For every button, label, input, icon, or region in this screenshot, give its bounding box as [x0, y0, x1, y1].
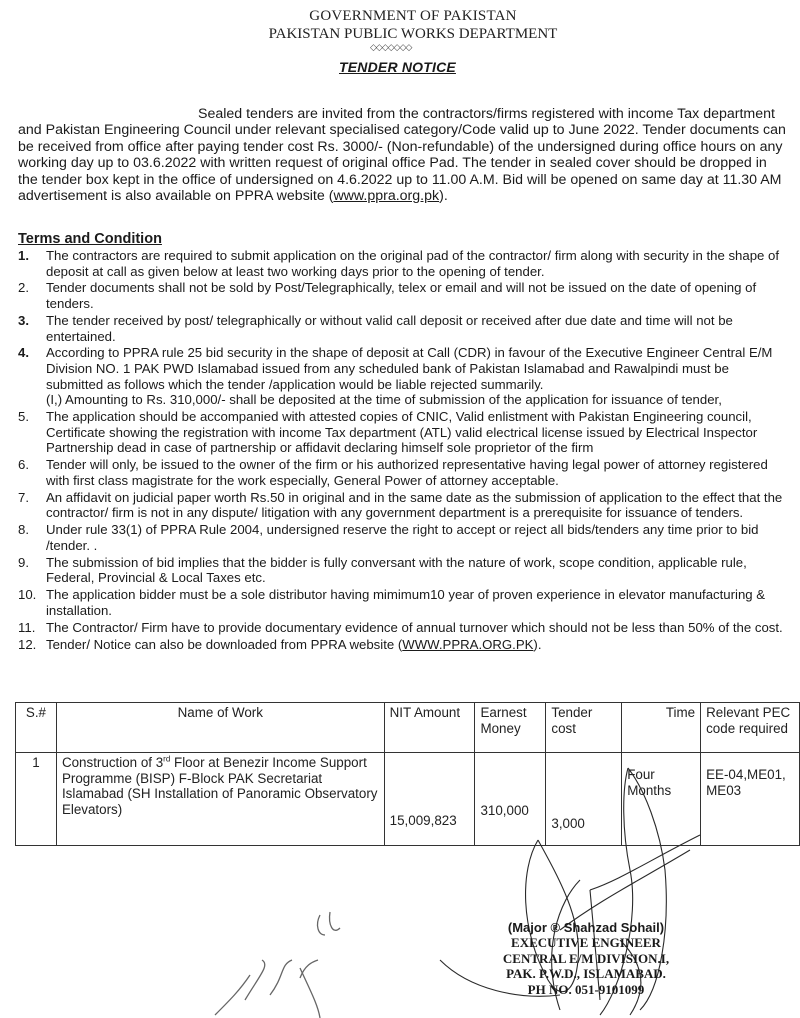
term-text: According to PPRA rule 25 bid security in the shape of deposit at Call (CDR) in favour of the Executive Engineer Central E/M Division NO. 1 PAK PWD Islamabad issued from any scheduled bank of Pakistan Islamabad and Rawalpindi must be submitted as follows which the tender /application would be liable rejected summarily. — [46, 345, 773, 392]
term-item — [18, 345, 788, 407]
term-text: The contractors are required to submit application on the original pad of the contractor/ firm along with security in the shape of deposit at call as given below at least two working days prior to the opening of tender. — [46, 248, 780, 279]
signatory-designation: EXECUTIVE ENGINEER — [511, 935, 661, 951]
term-subitem: (I,) Amounting to Rs. 310,000/- shall be deposited at the time of submission of the application for issuance of tender, — [46, 392, 722, 408]
term-number: 5. — [18, 409, 29, 425]
col-header-nit: NIT Amount — [384, 703, 475, 753]
term-item — [18, 490, 788, 521]
term-text: The application bidder must be a sole distributor having mimimum10 year of proven experience in elevator manufacturing & installation. — [46, 587, 766, 618]
cell-nit-amount — [384, 753, 475, 846]
intro-paragraph — [18, 106, 788, 204]
col-header-sno: S.# — [16, 703, 57, 753]
signature-block — [486, 920, 686, 997]
ordinal-suffix: rd — [163, 754, 171, 764]
term-number: 6. — [18, 457, 29, 473]
term-item — [18, 587, 788, 618]
cost-value: 3,000 — [551, 816, 585, 831]
term-item — [18, 555, 788, 586]
signatory-office: PAK. P.W.D., ISLAMABAD. — [506, 966, 666, 982]
term-item — [18, 313, 788, 344]
term-text: The tender received by post/ telegraphically or without valid call deposit or received after due date and time will not be entertained. — [46, 312, 733, 344]
cell-time — [622, 753, 701, 846]
term-text: The submission of bid implies that the bidder is fully conversant with the nature of work, scope condition, applicable rule, Federal, Provincial & Local Taxes etc. — [46, 554, 747, 586]
ppra-link[interactable]: www.ppra.org.pk — [333, 188, 440, 205]
term-text: An affidavit on judicial paper worth Rs.50 in original and in the same date as the submission of application to the effect that the contractor/ firm is not in any dispute/ litigation with any government department is a prerequisite for issuance of tenders. — [46, 489, 783, 521]
term-text: The application should be accompanied with attested copies of CNIC, Valid enlistment with Pakistan Engineering council, Certificate showing the registration with income Tax department (ATL) valid electrical license issued by Electrical Inspector Partnership dead in case of partnership or affidavit declaring himself sole proprietor of the firm — [46, 409, 758, 456]
page-title: TENDER NOTICE — [339, 59, 456, 75]
term-text: Tender documents shall not be sold by Post/Telegraphically, telex or email and will not be issued on the date of opening of tenders. — [46, 280, 757, 312]
header-department: PAKISTAN PUBLIC WORKS DEPARTMENT — [268, 26, 558, 42]
term-number: 12. — [18, 636, 37, 652]
header-government: GOVERNMENT OF PAKISTAN — [309, 8, 517, 24]
term-text: Under rule 33(1) of PPRA Rule 2004, undersigned reserve the right to accept or reject all bids/tenders any time prior to bid /tender. . — [46, 522, 759, 553]
col-header-name: Name of Work — [56, 703, 384, 753]
term-text: Tender will only, be issued to the owner of the firm or his authorized representative having legal power of attorney registered with first class magistrate for the work especially, General Power of attorney acceptable. — [46, 457, 768, 488]
term-number: 11. — [18, 619, 36, 635]
term-number: 7. — [18, 489, 29, 505]
intro-text: Sealed tenders are invited from the contractors/firms registered with income Tax department and Pakistan Engineering Council under relevant specialised category/Code valid up to June 2022. Tender documents can be received from office after paying tender cost Rs. 3000/- (Non-refundable) of the undersigned during office hours on any working day up to 03.6.2022 with written request of original office Pad. The tender in sealed cover should be dropped in the tender box kept in the office of undersigned on 4.6.2022 up to 11.00 A.M. Bid will be opened on same day at 11.30 AM advertisement is also available on PPRA website ( — [18, 106, 786, 205]
term-number: 4. — [18, 345, 29, 361]
cell-pec-code — [701, 753, 800, 846]
term-number: 10. — [18, 587, 37, 603]
pec-value: EE-04,ME01, ME03 — [706, 767, 786, 798]
cell-tender-cost — [546, 753, 622, 846]
work-table — [15, 702, 800, 846]
cell-sno: 1 — [16, 753, 57, 846]
cell-name-of-work — [56, 753, 384, 846]
table-header-row — [16, 703, 800, 753]
header-ornament: ◇◇◇◇◇◇◇ — [370, 43, 412, 53]
term-number: 8. — [18, 522, 29, 538]
term-number: 9. — [18, 554, 29, 570]
signatory-name: (Major ® Shahzad Sohail) — [507, 920, 665, 935]
table-row — [16, 753, 800, 846]
signatory-division: CENTRAL E/M DIVISION.I, — [502, 950, 670, 966]
earnest-value: 310,000 — [480, 803, 529, 818]
term-item — [18, 637, 788, 653]
col-header-earnest: Earnest Money — [475, 703, 546, 753]
work-name-text-cont: Floor at Benezir Income Support Programme (BISP) F-Block PAK Secretariat Islamabad (SH Installation of Panoramic Observatory Elevators) — [61, 755, 378, 817]
term-text: Tender/ Notice can also be downloaded from PPRA website ( — [46, 636, 403, 652]
term-item — [18, 409, 788, 456]
intro-text-end: ). — [439, 188, 448, 205]
col-header-time: Time — [622, 703, 701, 753]
term-text: The Contractor/ Firm have to provide documentary evidence of annual turnover which should not be less than 50% of the cost. — [46, 619, 783, 635]
time-value: Four Months — [627, 767, 672, 798]
ppra-website-link[interactable]: WWW.PPRA.ORG.PK — [402, 636, 534, 652]
term-number: 3. — [18, 312, 29, 328]
col-header-pec: Relevant PEC code required — [701, 703, 800, 753]
term-item — [18, 457, 788, 488]
signatory-phone: PH NO. 051-9101099 — [527, 981, 645, 997]
terms-heading: Terms and Condition — [18, 231, 162, 247]
term-item — [18, 522, 788, 553]
term-number: 1. — [18, 248, 29, 263]
col-header-cost: Tender cost — [546, 703, 622, 753]
term-item — [18, 280, 788, 311]
term-item — [18, 248, 788, 279]
term-item — [18, 620, 788, 636]
terms-list — [18, 248, 788, 653]
term-number: 2. — [18, 280, 29, 296]
work-name-text: Construction of 3 — [61, 755, 164, 770]
cell-earnest-money — [475, 753, 546, 846]
nit-value: 15,009,823 — [389, 813, 457, 828]
term-text-end: ). — [533, 636, 542, 652]
